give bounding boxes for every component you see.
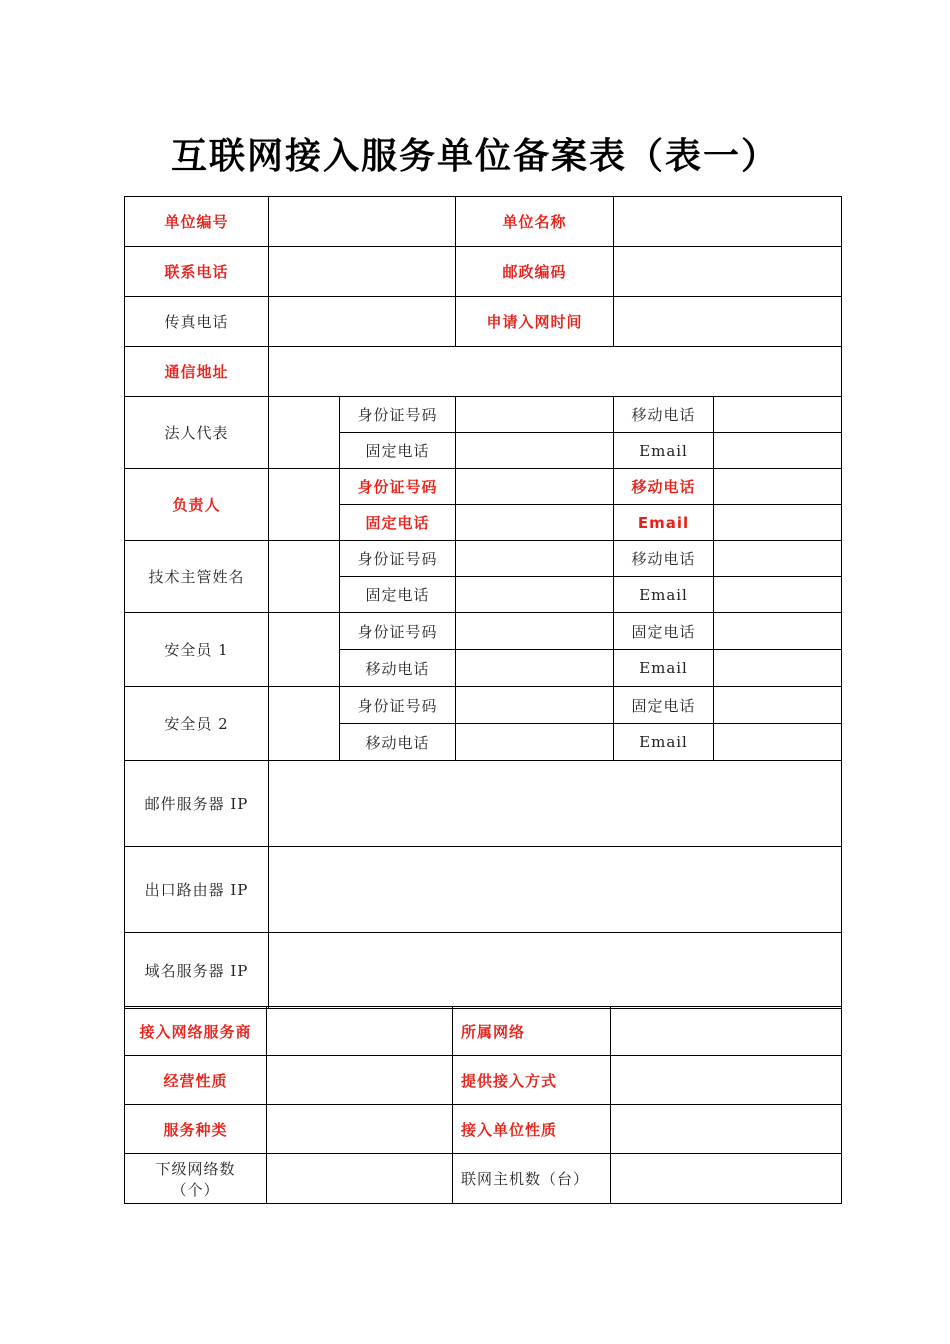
person-name-field[interactable] — [269, 469, 340, 541]
email-field[interactable] — [714, 650, 842, 687]
email-label: Email — [614, 433, 714, 469]
unit-nature-label: 接入单位性质 — [453, 1105, 611, 1154]
network-field[interactable] — [611, 1007, 842, 1056]
contact-label: 移动电话 — [614, 397, 714, 433]
form-title: 互联网接入服务单位备案表（表一） — [170, 136, 779, 177]
contact-field[interactable] — [456, 577, 614, 613]
mail-server-label: 邮件服务器 IP — [125, 761, 269, 847]
person-role-label: 技术主管姓名 — [125, 541, 269, 613]
id-number-label: 身份证号码 — [340, 613, 456, 650]
unit-nature-field[interactable] — [611, 1105, 842, 1154]
person-name-field[interactable] — [269, 613, 340, 687]
router-field[interactable] — [269, 847, 842, 933]
contact-label: 固定电话 — [340, 505, 456, 541]
email-label: Email — [614, 577, 714, 613]
id-number-label: 身份证号码 — [340, 397, 456, 433]
email-field[interactable] — [714, 724, 842, 761]
contact-field[interactable] — [714, 469, 842, 505]
dns-server-label: 域名服务器 IP — [125, 933, 269, 1009]
contact-label: 固定电话 — [340, 577, 456, 613]
fax-field[interactable] — [269, 297, 456, 347]
isp-label: 接入网络服务商 — [125, 1007, 267, 1056]
email-field[interactable] — [714, 433, 842, 469]
unit-no-field[interactable] — [269, 197, 456, 247]
sub-networks-label-line1: 下级网络数 — [155, 1159, 236, 1178]
contact-phone-label: 联系电话 — [125, 247, 269, 297]
person-role-label: 安全员 2 — [125, 687, 269, 761]
contact-label: 固定电话 — [614, 613, 714, 650]
hosts-label: 联网主机数（台） — [453, 1154, 611, 1204]
person-name-field[interactable] — [269, 397, 340, 469]
contact-label: 移动电话 — [614, 541, 714, 577]
service-type-label: 服务种类 — [125, 1105, 267, 1154]
contact-label: 固定电话 — [340, 433, 456, 469]
registration-table — [124, 196, 842, 1009]
email-label: Email — [614, 650, 714, 687]
contact-field[interactable] — [456, 650, 614, 687]
id-number-label: 身份证号码 — [340, 541, 456, 577]
apply-time-label: 申请入网时间 — [456, 297, 614, 347]
contact-phone-field[interactable] — [269, 247, 456, 297]
access-mode-field[interactable] — [611, 1056, 842, 1105]
person-role-label: 法人代表 — [125, 397, 269, 469]
id-number-field[interactable] — [456, 541, 614, 577]
contact-field[interactable] — [714, 613, 842, 650]
sub-networks-label-line2: （个） — [171, 1180, 220, 1199]
access-mode-label: 提供接入方式 — [453, 1056, 611, 1105]
contact-label: 移动电话 — [614, 469, 714, 505]
contact-label: 固定电话 — [614, 687, 714, 724]
contact-field[interactable] — [714, 397, 842, 433]
contact-label: 移动电话 — [340, 650, 456, 687]
unit-name-label: 单位名称 — [456, 197, 614, 247]
fax-label: 传真电话 — [125, 297, 269, 347]
person-name-field[interactable] — [269, 541, 340, 613]
address-field[interactable] — [269, 347, 842, 397]
sub-networks-field[interactable] — [267, 1154, 453, 1204]
unit-no-label: 单位编号 — [125, 197, 269, 247]
person-role-label: 负责人 — [125, 469, 269, 541]
router-label: 出口路由器 IP — [125, 847, 269, 933]
contact-field[interactable] — [714, 687, 842, 724]
isp-field[interactable] — [267, 1007, 453, 1056]
email-label: Email — [614, 724, 714, 761]
mail-server-field[interactable] — [269, 761, 842, 847]
contact-field[interactable] — [714, 541, 842, 577]
service-table — [124, 1006, 842, 1204]
postcode-field[interactable] — [614, 247, 842, 297]
person-role-label: 安全员 1 — [125, 613, 269, 687]
email-field[interactable] — [714, 577, 842, 613]
business-nature-field[interactable] — [267, 1056, 453, 1105]
apply-time-field[interactable] — [614, 297, 842, 347]
email-field[interactable] — [714, 505, 842, 541]
contact-field[interactable] — [456, 505, 614, 541]
id-number-label: 身份证号码 — [340, 687, 456, 724]
contact-field[interactable] — [456, 433, 614, 469]
dns-server-field[interactable] — [269, 933, 842, 1009]
id-number-field[interactable] — [456, 469, 614, 505]
contact-label: 移动电话 — [340, 724, 456, 761]
service-type-field[interactable] — [267, 1105, 453, 1154]
unit-name-field[interactable] — [614, 197, 842, 247]
id-number-field[interactable] — [456, 613, 614, 650]
id-number-field[interactable] — [456, 687, 614, 724]
contact-field[interactable] — [456, 724, 614, 761]
address-label: 通信地址 — [125, 347, 269, 397]
id-number-field[interactable] — [456, 397, 614, 433]
sub-networks-label — [125, 1154, 267, 1204]
id-number-label: 身份证号码 — [340, 469, 456, 505]
email-label: Email — [614, 505, 714, 541]
business-nature-label: 经营性质 — [125, 1056, 267, 1105]
network-label: 所属网络 — [453, 1007, 611, 1056]
hosts-field[interactable] — [611, 1154, 842, 1204]
person-name-field[interactable] — [269, 687, 340, 761]
postcode-label: 邮政编码 — [456, 247, 614, 297]
